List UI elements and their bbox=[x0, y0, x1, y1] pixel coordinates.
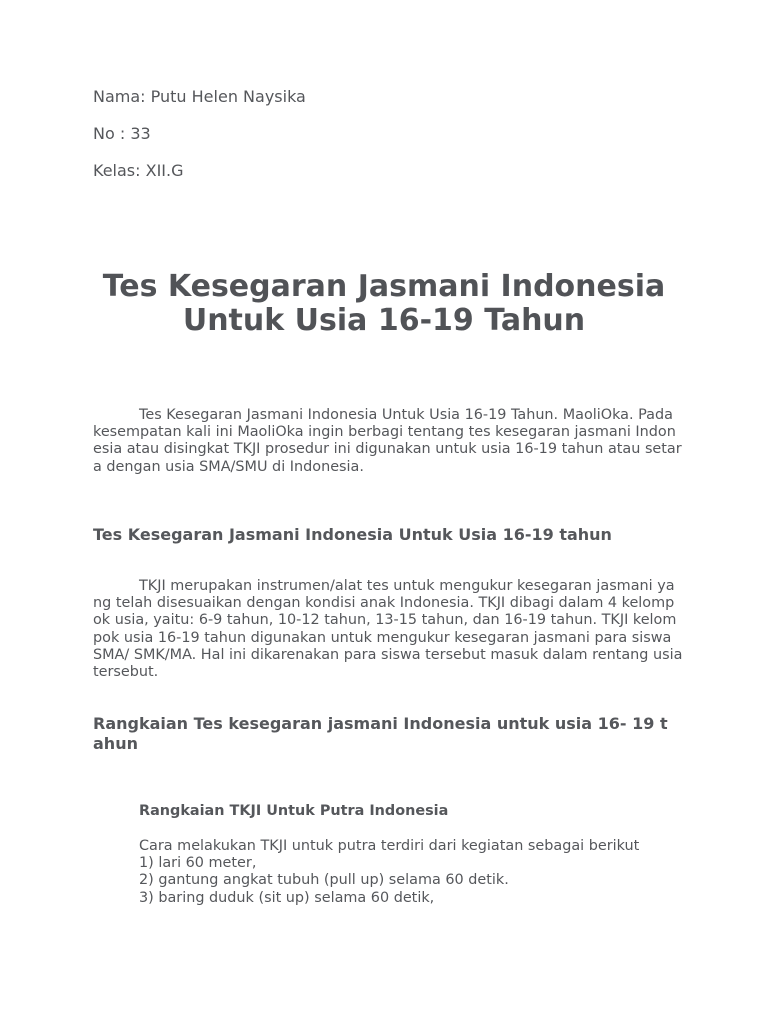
section-heading-rangkaian: Rangkaian Tes kesegaran jasmani Indonesia untuk usia 16- 19 tahun bbox=[93, 714, 668, 753]
student-class: Kelas: XII.G bbox=[93, 161, 184, 180]
intro-paragraph bbox=[93, 407, 683, 476]
tkji-paragraph bbox=[93, 578, 683, 681]
student-name: Nama: Putu Helen Naysika bbox=[93, 87, 306, 106]
list-item: 1) lari 60 meter, bbox=[139, 855, 257, 872]
putra-test-list bbox=[139, 838, 679, 907]
intro-text: Tes Kesegaran Jasmani Indonesia Untuk Usia 16-19 Tahun. MaoliOka. Pada kesempatan kali ini MaoliOka ingin berbagi tentang tes kesegaran jasmani Indonesia atau disingkat TKJI prosedur ini digunakan untuk usia 16-19 tahun atau setara dengan usia SMA/SMU di Indonesia. bbox=[93, 407, 682, 475]
student-number: No : 33 bbox=[93, 124, 151, 143]
list-item: 2) gantung angkat tubuh (pull up) selama 60 detik. bbox=[139, 872, 509, 889]
list-item: 3) baring duduk (sit up) selama 60 detik, bbox=[139, 889, 435, 906]
subheading-putra: Rangkaian TKJI Untuk Putra Indonesia bbox=[139, 803, 449, 819]
document-title: Tes Kesegaran Jasmani Indonesia Untuk Usia 16-19 Tahun bbox=[102, 269, 666, 338]
section-heading-tkji: Tes Kesegaran Jasmani Indonesia Untuk Usia 16-19 tahun bbox=[93, 525, 612, 544]
list-lead: Cara melakukan TKJI untuk putra terdiri dari kegiatan sebagai berikut bbox=[139, 838, 640, 854]
tkji-text: TKJI merupakan instrumen/alat tes untuk mengukur kesegaran jasmani yang telah disesuaikan dengan kondisi anak Indonesia. TKJI dibagi dalam 4 kelompok usia, yaitu: 6-9 tahun, 10-12 tahun, 13-15 tahun, dan 16-19 tahun. TKJI kelompok usia 16-19 tahun digunakan untuk mengukur kesegaran jasmani para siswa SMA/ SMK/MA. Hal ini dikarenakan para siswa tersebut masuk dalam rentang usia tersebut. bbox=[93, 578, 683, 681]
